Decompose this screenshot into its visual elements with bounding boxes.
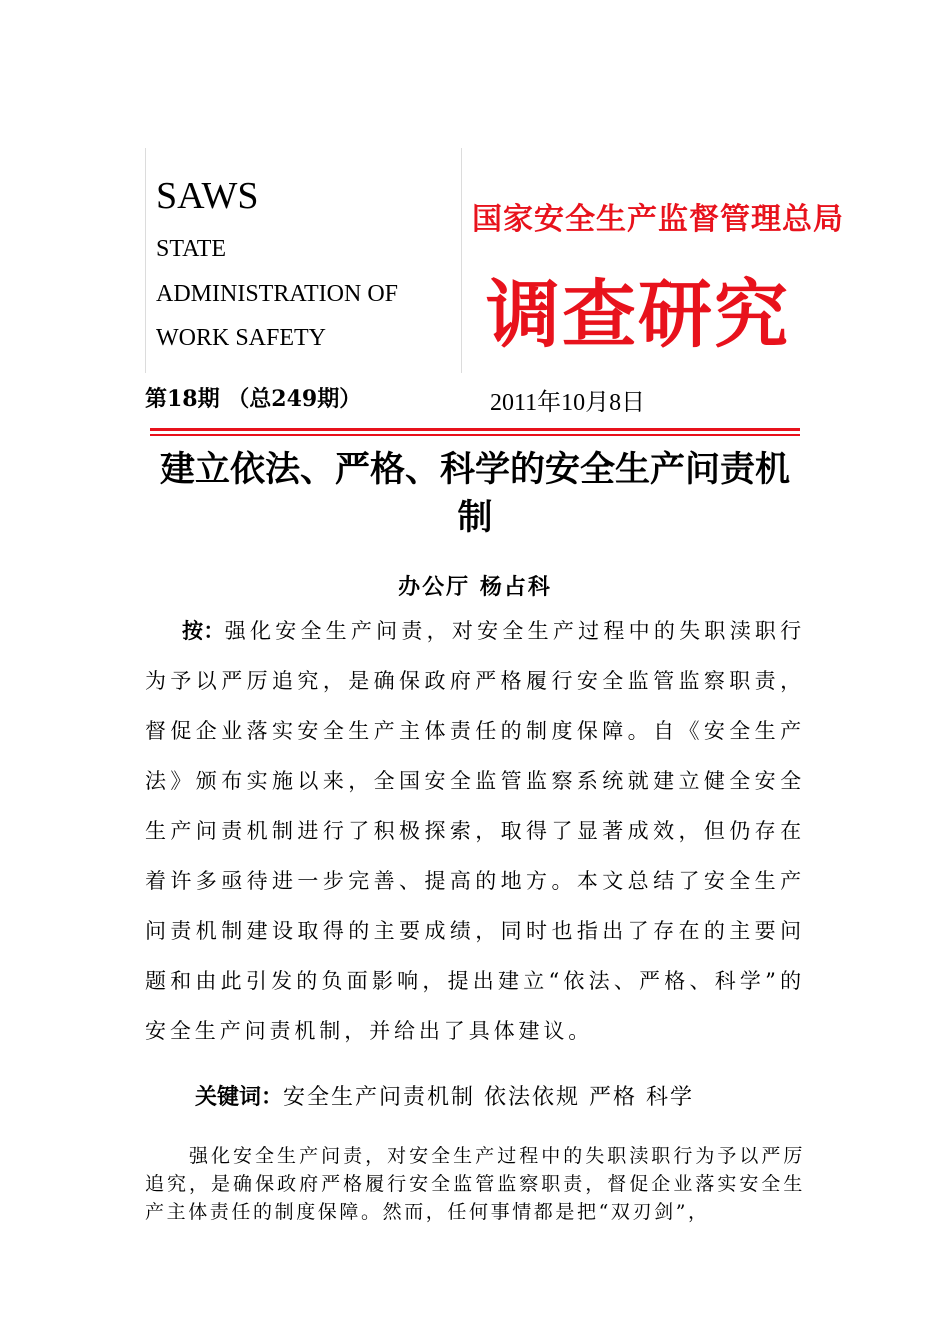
keywords-line bbox=[195, 1080, 694, 1111]
issue-number: 第18期 （总249期） bbox=[145, 386, 362, 412]
keywords-text: 安全生产问责机制 依法依规 严格 科学 bbox=[283, 1085, 694, 1110]
abstract-label: 按： bbox=[182, 618, 225, 643]
masthead-abbr: SAWS bbox=[156, 175, 259, 217]
publication-title: 调查研究 bbox=[486, 272, 790, 358]
agency-name: 国家安全生产监督管理总局 bbox=[472, 202, 844, 237]
article-title: 建立依法、严格、科学的安全生产问责机制 bbox=[159, 449, 790, 538]
body-paragraph: 强化安全生产问责，对安全生产过程中的失职渎职行为予以严厉追究，是确保政府严格履行安全监管监察职责，督促企业落实安全生产主体责任的制度保障。然而，任何事情都是把“双刃剑”， bbox=[145, 1145, 805, 1223]
masthead-english-line: STATE bbox=[156, 236, 227, 262]
keywords-label: 关键词： bbox=[195, 1085, 284, 1110]
issue-date: 2011年10月8日 bbox=[490, 390, 646, 416]
abstract-paragraph bbox=[145, 606, 805, 1056]
masthead-english-line: ADMINISTRATION OF bbox=[156, 281, 399, 307]
red-divider-thin bbox=[150, 434, 800, 436]
abstract-text: 强化安全生产问责，对安全生产过程中的失职渎职行为予以严厉追究，是确保政府严格履行安全监管监察职责，督促企业落实安全生产主体责任的制度保障。自《安全生产法》颁布实施以来，全国安全监管监察系统就建立健全安全生产问责机制进行了积极探索，取得了显著成效，但仍存在着许多亟待进一步完善、提高的地方。本文总结了安全生产问责机制建设取得的主要成绩，同时也指出了存在的主要问题和由此引发的负面影响，提出建立“依法、严格、科学”的安全生产问责机制，并给出了具体建议。 bbox=[145, 619, 806, 1043]
red-divider-thick bbox=[150, 428, 800, 431]
masthead-english-line: WORK SAFETY bbox=[156, 325, 327, 351]
article-author: 办公厅 杨占科 bbox=[398, 574, 552, 600]
